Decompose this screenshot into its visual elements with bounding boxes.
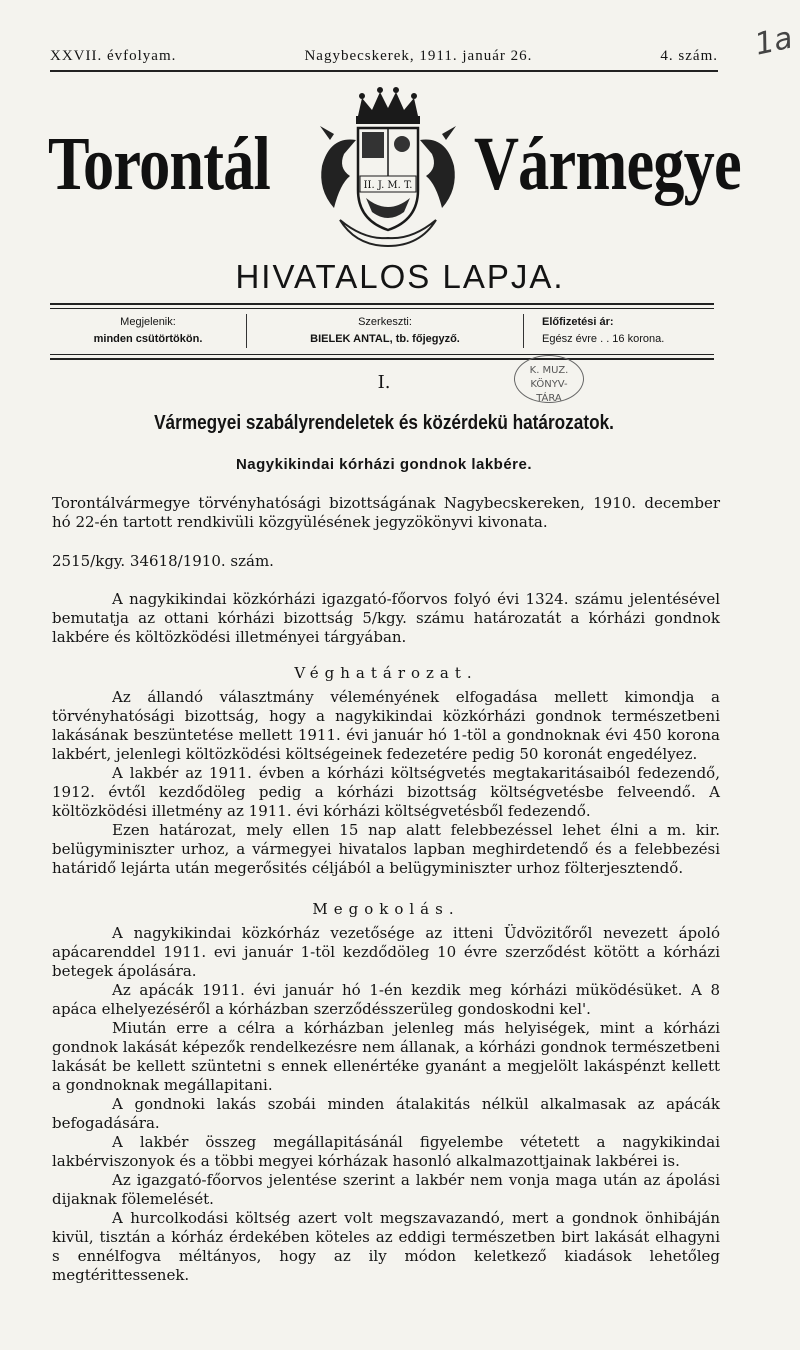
article-title: Nagykikindai kórházi gondnok lakbére.: [235, 456, 533, 473]
section-heading: Vármegyei szabályrendeletek és közérdekü határozatok.: [154, 412, 614, 434]
infobar-top-rule: [50, 303, 714, 309]
article-intro: [52, 494, 720, 532]
stamp-line-2: KÖNYV-: [530, 379, 568, 390]
report-paragraph: A nagykikindai közkórházi igazgató-főorvos folyó évi 1324. számu jelentésével bemutatja az ottani kórházi bizottság 5/kgy. számu határozatát a kórházi gondnok lakbére és költözködési illetményei tárgyában.: [52, 590, 720, 646]
reasoning-paragraph-4: A gondnoki lakás szobái minden átalakitás nélkül alkalmasak az apácák befogadására.: [52, 1095, 720, 1132]
masthead-title-left: Torontál: [48, 122, 271, 206]
issue-number: 4. szám.: [660, 48, 718, 64]
decision-title: Véghatározat.: [294, 664, 478, 682]
volume-label: XXVII. évfolyam.: [50, 48, 177, 64]
stamp-line-1: K. MUZ.: [529, 365, 569, 376]
stamp-line-3: TÁRA: [536, 393, 562, 404]
decision-paragraph-3: Ezen határozat, mely ellen 15 nap alatt felebbezéssel lehet élni a m. kir. belügyminiszter urhoz, a vármegyei hivatalos lapban meghirdetendő és a felebbezési határidő lejárta után megerősités céljából a belügyminiszter urhoz fölterjesztendő.: [52, 821, 720, 877]
editor-value: BIELEK ANTAL, tb. főjegyző.: [310, 333, 460, 345]
decision-paragraph-2: A lakbér az 1911. évben a kórházi költségvetés megtakaritásaiból fedezendő, 1912. évtől kezdődöleg pedig a kórházi bizottság költségvetésbe felveendő. A költözködési illetmény az 1911. évi kórházi költségvetésből fedezendő.: [52, 764, 720, 820]
place-date: Nagybecskerek, 1911. január 26.: [304, 48, 533, 64]
report-paragraph-block: [52, 590, 720, 647]
decision-paragraph-1: Az állandó választmány véleményének elfogadása mellett kimondja a törvényhatósági bizottság, hogy a nagykikindai közkórházi gondnok természetbeni lakásának beszüntetése mellett 1911. évi január hó 1-töl a gondnoknak évi 450 korona lakbért, jelenlegi költözködési költségeinek fedezetére pedig 50 koronát engedélyez.: [52, 688, 720, 763]
handwritten-annotation: 1a: [751, 20, 796, 63]
schedule-value: minden csütörtökön.: [93, 333, 203, 345]
section-number: I.: [377, 372, 391, 393]
reasoning-block: [52, 924, 720, 1285]
info-bar: [50, 314, 714, 350]
schedule-label: Megjelenik:: [120, 316, 176, 328]
reasoning-paragraph-5: A lakbér összeg megállapitásánál figyelembe vétetett a nagykikindai lakbérviszonyok és a többi megyei kórházak hasonló alkalmazottjainak lakbérei is.: [52, 1133, 720, 1170]
subscription-label: Előfizetési ár:: [542, 316, 614, 328]
decision-block: [52, 688, 720, 878]
reasoning-paragraph-6: Az igazgató-főorvos jelentése szerint a lakbér nem vonja maga után az ápolási dijaknak fölemelését.: [52, 1171, 720, 1208]
intro-paragraph: Torontálvármegye törvényhatósági bizottságának Nagybecskereken, 1910. december hó 22-én tartott rendkivüli közgyülésének jegyzökönyvi kivonata.: [52, 494, 720, 531]
editor-label: Szerkeszti:: [358, 316, 412, 328]
reasoning-paragraph-7: A hurcolkodási költség azert volt megszavazandó, mert a gondnok önhibáján kivül, tisztán a kórház érdekében köteles az eddigi természetben birt lakását elhagyni s ennélfogva méltányos, hogy az ily módon keletkező kiadások lehetőleg megtérittessenek.: [52, 1209, 720, 1284]
reasoning-paragraph-3: Miután erre a célra a kórházban jelenleg más helyiségek, mint a kórházi gondnok lakását képezők rendelkezésre nem állanak, a kórházi gondnok természetbeni lakását be kellett szüntetni s ennek ellenértéke gyanánt a megjelölt lakáspénzt kellett a gondnoknak megállapitani.: [52, 1019, 720, 1094]
subscription-info: [522, 314, 714, 348]
coat-text: II. J. M. T.: [363, 180, 413, 191]
masthead-title-right: Vármegye: [474, 122, 741, 206]
reasoning-title: Megokolás.: [312, 900, 460, 918]
publication-schedule: [50, 314, 246, 348]
issue-header-line: [50, 48, 718, 65]
editor-info: [246, 314, 524, 348]
header-rule: [50, 70, 718, 72]
masthead-subtitle: HIVATALOS LAPJA.: [235, 258, 565, 295]
coat-of-arms-icon: [300, 80, 476, 250]
infobar-bottom-rule: [50, 354, 714, 360]
reference-number: [52, 552, 720, 571]
reference-number-text: 2515/kgy. 34618/1910. szám.: [52, 552, 274, 570]
reasoning-paragraph-1: A nagykikindai közkórház vezetősége az itteni Üdvözitőről nevezett ápoló apácarenddel 1911. evi január 1-töl kezdődöleg 10 évre szerződést kötött a kórházi betegek ápolására.: [52, 924, 720, 980]
reasoning-paragraph-2: Az apácák 1911. évi január hó 1-én kezdik meg kórházi müködésüket. A 8 apáca elhelyezéséről a kórházban szerződésszerüleg gondoskodni kel'.: [52, 981, 720, 1018]
subscription-value: Egész évre . . 16 korona.: [542, 333, 665, 345]
